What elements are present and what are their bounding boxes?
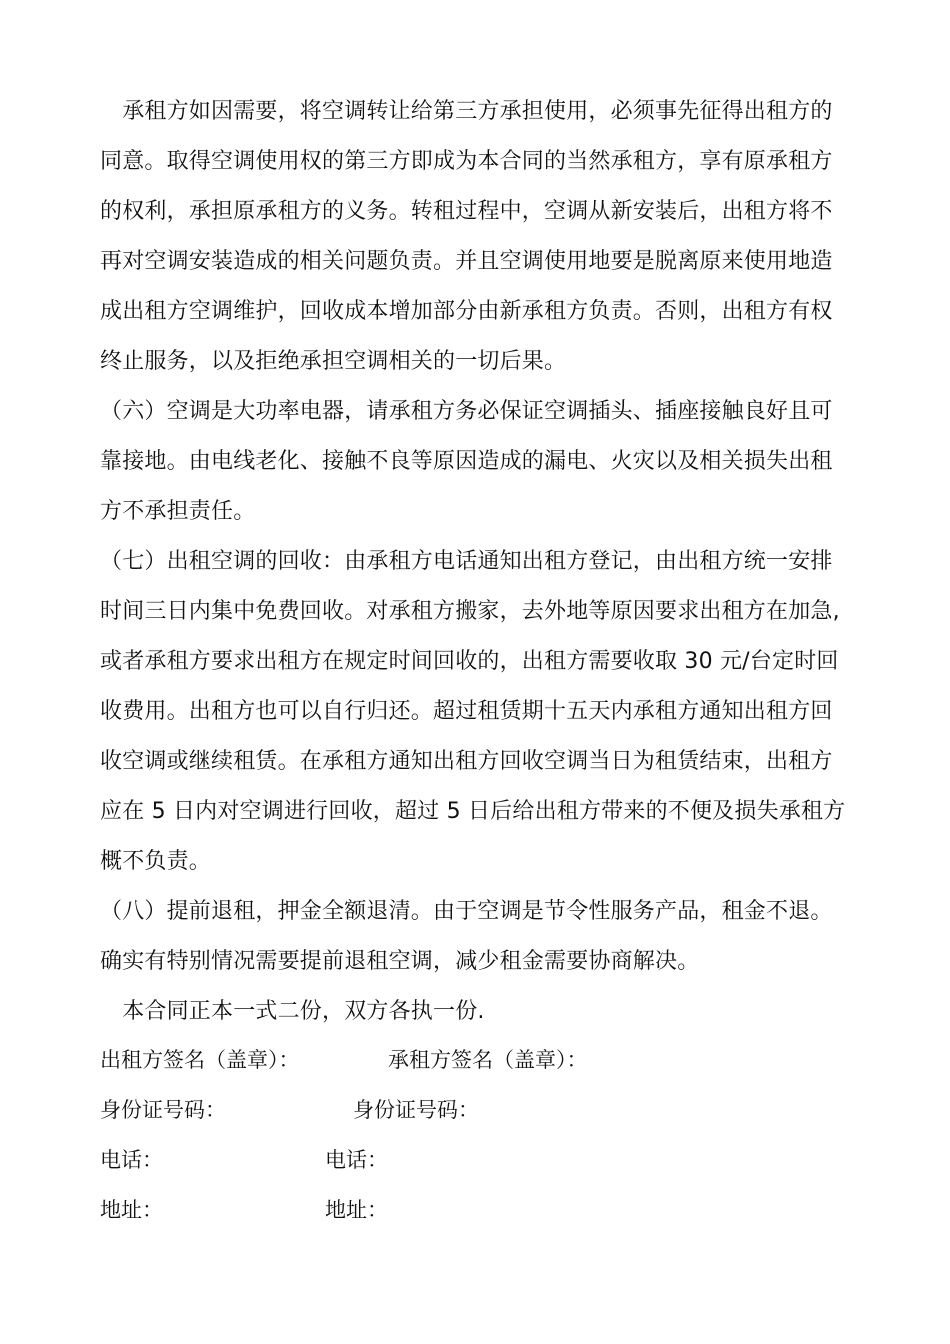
paragraph-line: 方不承担责任。 — [100, 499, 256, 524]
lessor-address-label: 地址： — [100, 1198, 163, 1222]
paragraph-line: 成出租方空调维护，回收成本增加部分由新承租方负责。否则，出租方有权 — [100, 299, 833, 324]
paragraph-line: 承租方如因需要，将空调转让给第三方承担使用，必须事先征得出租方的 — [100, 99, 833, 124]
paragraph-line: 收费用。出租方也可以自行归还。超过租赁期十五天内承租方通知出租方回 — [100, 699, 833, 724]
paragraph-line: （八）提前退租，押金全额退清。由于空调是节令性服务产品，租金不退。 — [100, 899, 833, 924]
paragraph-line: 同意。取得空调使用权的第三方即成为本合同的当然承租方，享有原承租方 — [100, 149, 833, 174]
lessor-phone-label: 电话： — [100, 1148, 163, 1172]
paragraph-line: 再对空调安装造成的相关问题负责。并且空调使用地要是脱离原来使用地造 — [100, 249, 833, 274]
paragraph-line: 的权利，承担原承租方的义务。转租过程中，空调从新安装后，出租方将不 — [100, 199, 833, 224]
paragraph-line: 时间三日内集中免费回收。对承租方搬家，去外地等原因要求出租方在加急, — [100, 599, 840, 624]
paragraph-line: 或者承租方要求出租方在规定时间回收的，出租方需要收取 30 元/台定时回 — [100, 649, 839, 674]
paragraph-line: （六）空调是大功率电器，请承租方务必保证空调插头、插座接触良好且可 — [100, 399, 833, 424]
paragraph-line: 应在 5 日内对空调进行回收，超过 5 日后给出租方带来的不便及损失承租方 — [100, 799, 846, 824]
paragraph-line: 本合同正本一式二份，双方各执一份. — [100, 999, 485, 1024]
paragraph-line: 收空调或继续租赁。在承租方通知出租方回收空调当日为租赁结束，出租方 — [100, 749, 833, 774]
paragraph-line: （七）出租空调的回收：由承租方电话通知出租方登记，由出租方统一安排 — [100, 549, 833, 574]
lessee-phone-label: 电话： — [325, 1148, 388, 1172]
paragraph-line: 终止服务，以及拒绝承担空调相关的一切后果。 — [100, 349, 567, 374]
paragraph-line: 确实有特别情况需要提前退租空调，减少租金需要协商解决。 — [100, 949, 700, 974]
paragraph-line: 靠接地。由电线老化、接触不良等原因造成的漏电、火灾以及相关损失出租 — [100, 449, 833, 474]
lessee-id-label: 身份证号码： — [353, 1098, 479, 1122]
lessor-signature-label: 出租方签名（盖章）： — [100, 1048, 300, 1072]
lessor-id-label: 身份证号码： — [100, 1098, 226, 1122]
lessee-address-label: 地址： — [325, 1198, 388, 1222]
paragraph-line: 概不负责。 — [100, 849, 212, 874]
lessee-signature-label: 承租方签名（盖章）： — [388, 1048, 588, 1072]
